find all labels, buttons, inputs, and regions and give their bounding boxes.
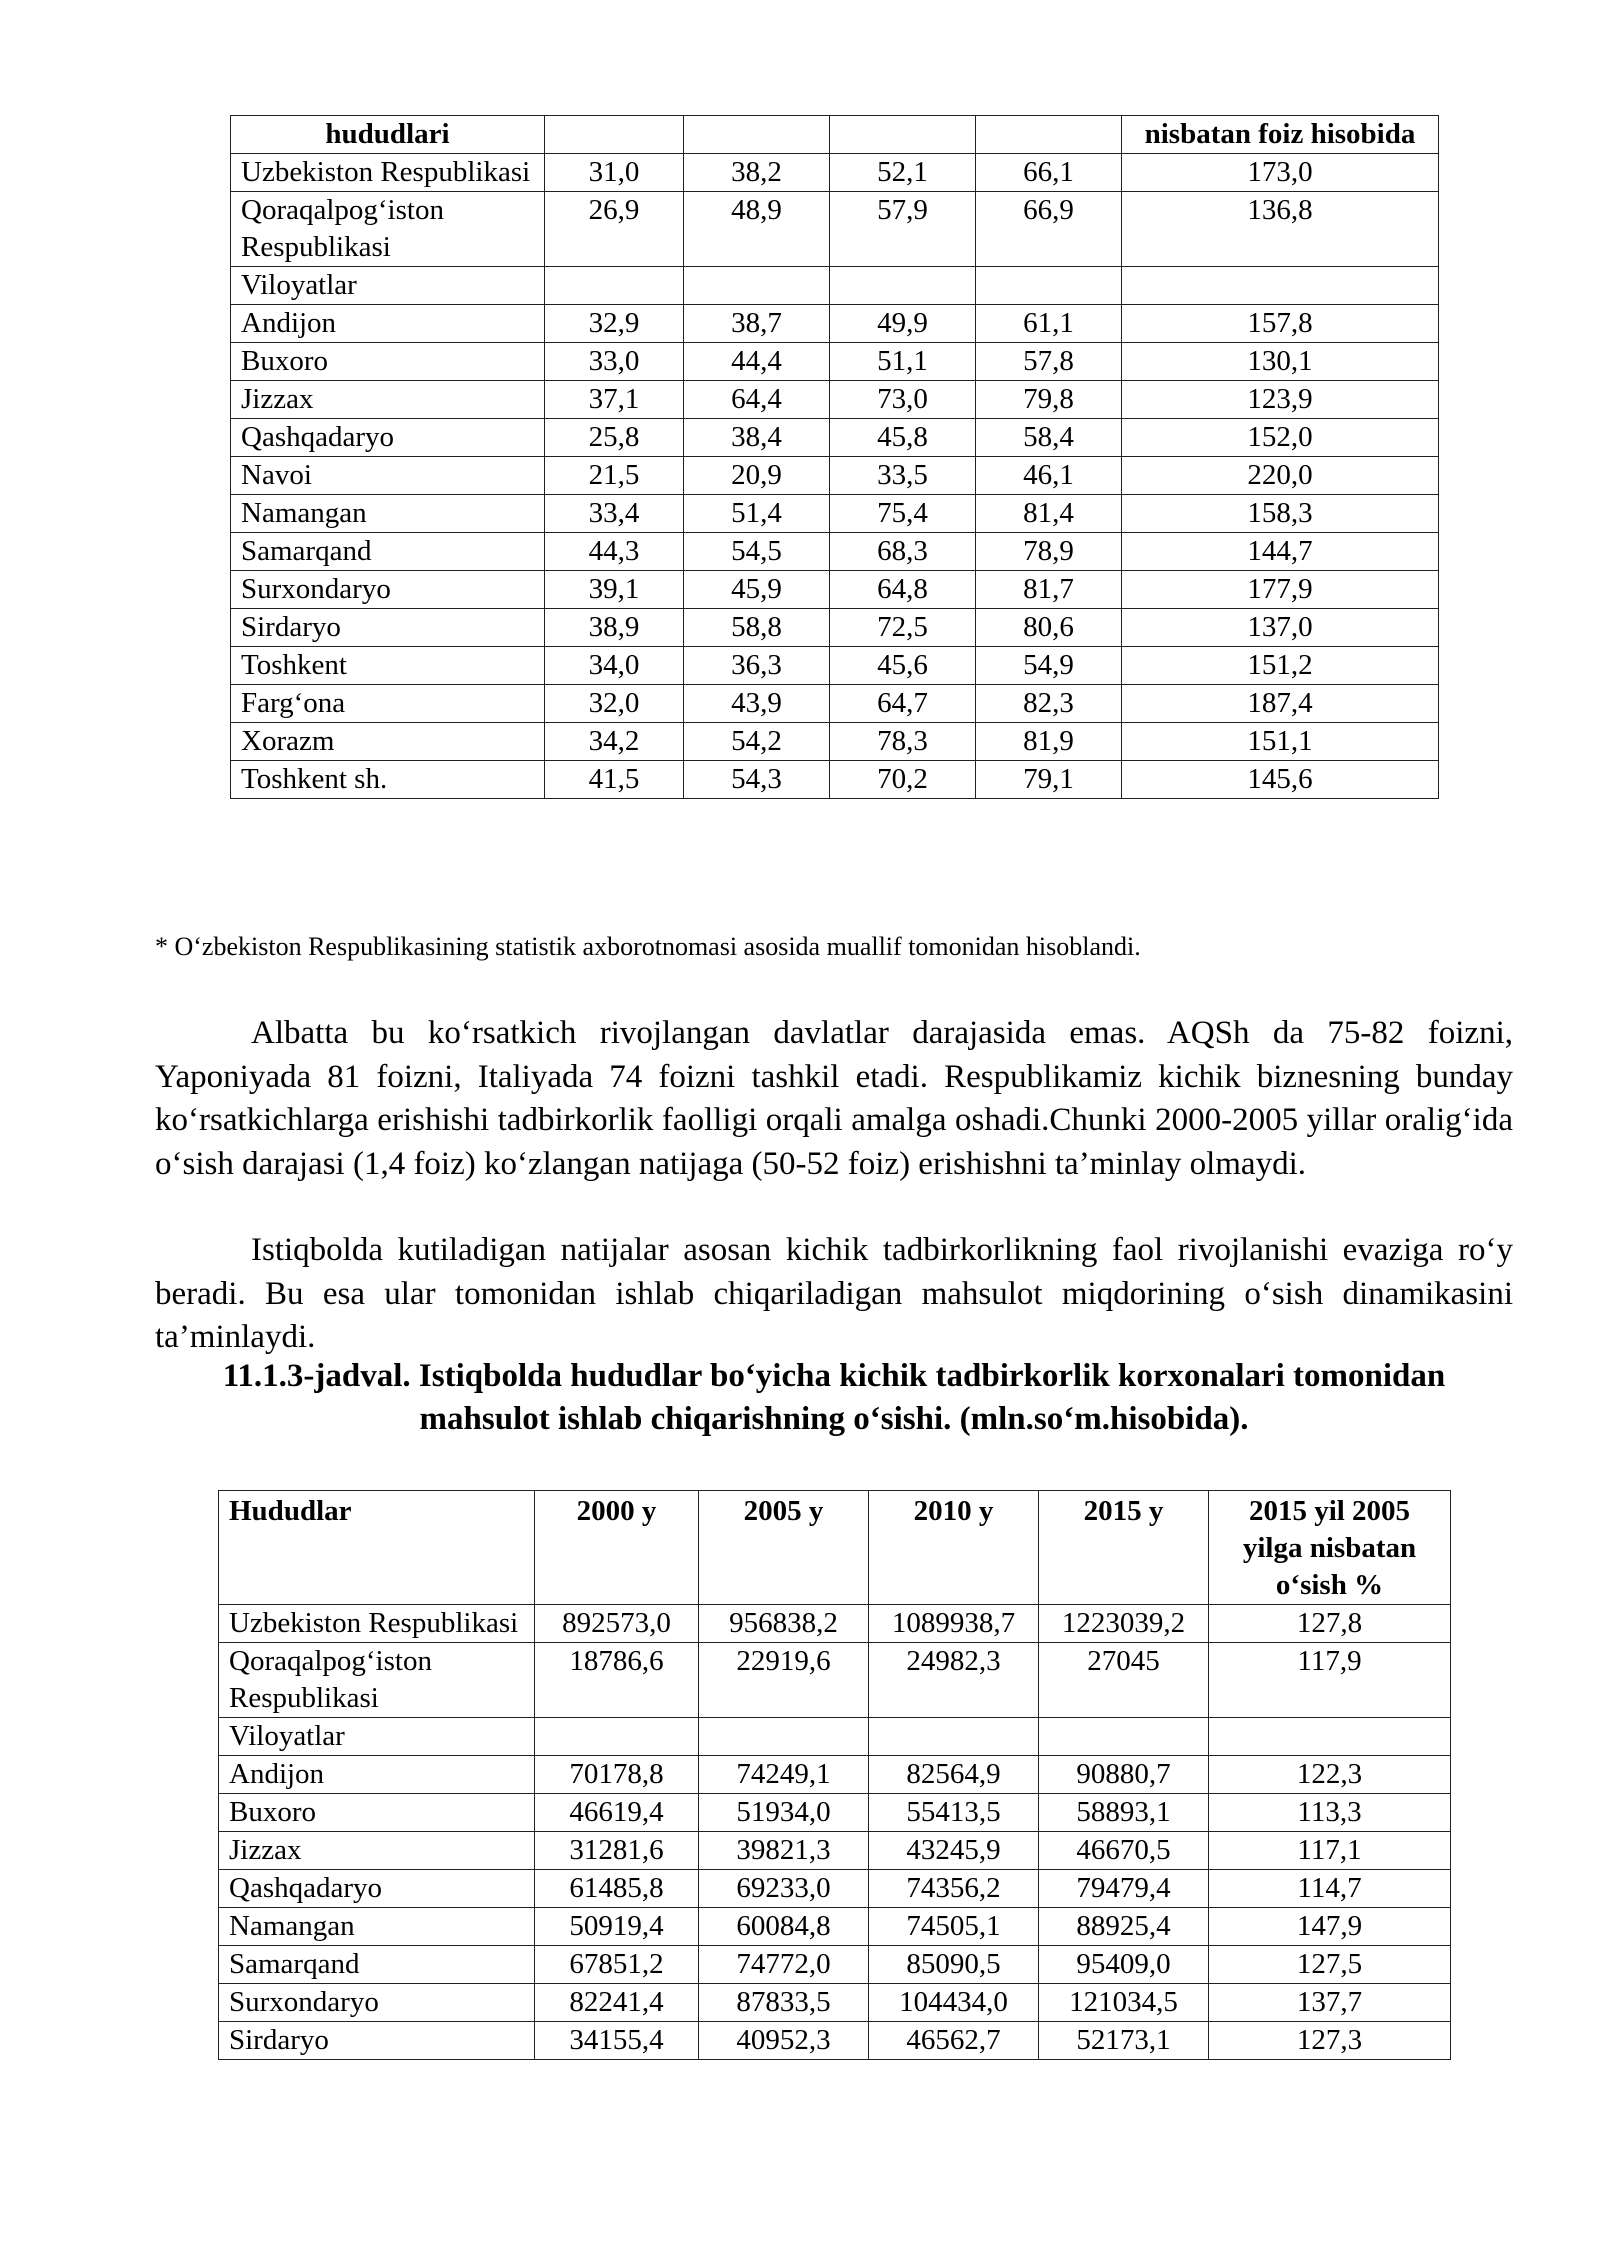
table1-value-cell: 44,4 xyxy=(684,343,830,381)
table2-header-cell: 2000 y xyxy=(535,1491,699,1605)
table1-region-cell: Viloyatlar xyxy=(231,267,545,305)
table2-value-cell: 956838,2 xyxy=(699,1605,869,1643)
table2-row xyxy=(219,1718,1451,1756)
table2-value-cell: 70178,8 xyxy=(535,1756,699,1794)
table1-header-row xyxy=(231,116,1439,154)
table2-value-cell: 121034,5 xyxy=(1039,1984,1209,2022)
table2-value-cell: 60084,8 xyxy=(699,1908,869,1946)
table2-value-cell: 39821,3 xyxy=(699,1832,869,1870)
table2-header-cell: Hududlar xyxy=(219,1491,535,1605)
table1-row xyxy=(231,381,1439,419)
table1-value-cell: 54,9 xyxy=(976,647,1122,685)
table1-value-cell: 34,0 xyxy=(545,647,684,685)
table2-region-cell: Jizzax xyxy=(219,1832,535,1870)
table2-header-row xyxy=(219,1491,1451,1605)
table1-value-cell: 57,8 xyxy=(976,343,1122,381)
table1-value-cell: 54,3 xyxy=(684,761,830,799)
table1-value-cell: 79,1 xyxy=(976,761,1122,799)
table2-value-cell: 85090,5 xyxy=(869,1946,1039,1984)
table1-value-cell: 41,5 xyxy=(545,761,684,799)
table1-value-cell: 39,1 xyxy=(545,571,684,609)
table1-value-cell: 152,0 xyxy=(1122,419,1439,457)
table1-value-cell xyxy=(830,267,976,305)
table1-row xyxy=(231,343,1439,381)
table2-value-cell: 117,1 xyxy=(1209,1832,1451,1870)
paragraph-comparison: Albatta bu ko‘rsatkich rivojlangan davlatlar darajasida emas. AQSh da 75-82 foizni, Yaponiyada 81 foizni, Italiyada 74 foizni tashkil etadi. Respublikamiz kichik biznesning bunday ko‘rsatkichlarga erishishi tadbirkorlik faolligi orqali amalga oshadi.Chunki 2000-2005 yillar oralig‘ida o‘sish darajasi (1,4 foiz) ko‘zlangan natijaga (50-52 foiz) erishishni ta’minlay olmaydi. xyxy=(155,1015,1513,1182)
table1-value-cell: 66,9 xyxy=(976,192,1122,267)
table2-region-cell: Namangan xyxy=(219,1908,535,1946)
table1-region-cell: Uzbekiston Respublikasi xyxy=(231,154,545,192)
table2-region-cell: Samarqand xyxy=(219,1946,535,1984)
table1-value-cell: 33,5 xyxy=(830,457,976,495)
table1-region-cell: Toshkent xyxy=(231,647,545,685)
table2-value-cell: 1089938,7 xyxy=(869,1605,1039,1643)
table2-value-cell: 51934,0 xyxy=(699,1794,869,1832)
table1-value-cell: 78,9 xyxy=(976,533,1122,571)
table2-value-cell: 122,3 xyxy=(1209,1756,1451,1794)
table2-value-cell: 127,5 xyxy=(1209,1946,1451,1984)
table1-header-cell xyxy=(830,116,976,154)
table2-row xyxy=(219,1605,1451,1643)
table1-value-cell: 66,1 xyxy=(976,154,1122,192)
table2-header-cell: 2005 y xyxy=(699,1491,869,1605)
paragraph-outlook: Istiqbolda kutiladigan natijalar asosan kichik tadbirkorlikning faol rivojlanishi evaziga ro‘y beradi. Bu esa ular tomonidan ishlab chiqariladigan mahsulot miqdorining o‘sish dinamikasini ta’minlaydi. xyxy=(155,1232,1513,1355)
table1-value-cell: 45,9 xyxy=(684,571,830,609)
table1-header-cell: hududlari xyxy=(231,116,545,154)
table1-value-cell: 75,4 xyxy=(830,495,976,533)
table1-value-cell: 20,9 xyxy=(684,457,830,495)
table2-value-cell: 74249,1 xyxy=(699,1756,869,1794)
table1-value-cell: 64,7 xyxy=(830,685,976,723)
table1-value-cell: 34,2 xyxy=(545,723,684,761)
table2-row xyxy=(219,1908,1451,1946)
table1-row xyxy=(231,647,1439,685)
table2-value-cell: 74356,2 xyxy=(869,1870,1039,1908)
table2-region-cell: Andijon xyxy=(219,1756,535,1794)
table1-row xyxy=(231,723,1439,761)
table2-value-cell: 114,7 xyxy=(1209,1870,1451,1908)
table1-value-cell: 38,9 xyxy=(545,609,684,647)
table1-region-cell: Sirdaryo xyxy=(231,609,545,647)
table2-row xyxy=(219,1643,1451,1718)
table2-value-cell: 58893,1 xyxy=(1039,1794,1209,1832)
table1-value-cell: 38,7 xyxy=(684,305,830,343)
table1-row xyxy=(231,154,1439,192)
table1-row xyxy=(231,192,1439,267)
table1-row xyxy=(231,267,1439,305)
table1-value-cell: 70,2 xyxy=(830,761,976,799)
table1-region-cell: Samarqand xyxy=(231,533,545,571)
table1-value-cell: 173,0 xyxy=(1122,154,1439,192)
regional-share-table xyxy=(230,115,1439,799)
table1-value-cell: 157,8 xyxy=(1122,305,1439,343)
table1-value-cell: 54,2 xyxy=(684,723,830,761)
table2-value-cell: 88925,4 xyxy=(1039,1908,1209,1946)
table1-value-cell: 80,6 xyxy=(976,609,1122,647)
table1-value-cell: 123,9 xyxy=(1122,381,1439,419)
table2-value-cell: 137,7 xyxy=(1209,1984,1451,2022)
table2-header-cell: 2015 yil 2005 yilga nisbatan o‘sish % xyxy=(1209,1491,1451,1605)
table2-value-cell xyxy=(535,1718,699,1756)
table1-value-cell: 51,1 xyxy=(830,343,976,381)
table1-value-cell: 61,1 xyxy=(976,305,1122,343)
table1-value-cell: 46,1 xyxy=(976,457,1122,495)
table1-value-cell: 73,0 xyxy=(830,381,976,419)
table1-value-cell: 130,1 xyxy=(1122,343,1439,381)
table2-value-cell: 117,9 xyxy=(1209,1643,1451,1718)
table1-region-cell: Navoi xyxy=(231,457,545,495)
table1-region-cell: Toshkent sh. xyxy=(231,761,545,799)
table1-value-cell: 72,5 xyxy=(830,609,976,647)
table2-value-cell: 69233,0 xyxy=(699,1870,869,1908)
table1-value-cell: 220,0 xyxy=(1122,457,1439,495)
production-growth-table-body xyxy=(219,1491,1451,2060)
table2-value-cell: 50919,4 xyxy=(535,1908,699,1946)
table2-region-cell: Viloyatlar xyxy=(219,1718,535,1756)
table1-value-cell: 49,9 xyxy=(830,305,976,343)
table1-row xyxy=(231,305,1439,343)
table1-row xyxy=(231,761,1439,799)
table1-value-cell: 33,4 xyxy=(545,495,684,533)
table1-value-cell: 44,3 xyxy=(545,533,684,571)
table2-region-cell: Surxondaryo xyxy=(219,1984,535,2022)
table1-header-cell xyxy=(684,116,830,154)
table1-value-cell: 52,1 xyxy=(830,154,976,192)
table1-value-cell: 25,8 xyxy=(545,419,684,457)
table1-value-cell xyxy=(1122,267,1439,305)
table1-value-cell: 33,0 xyxy=(545,343,684,381)
table2-region-cell: Qoraqalpog‘iston Respublikasi xyxy=(219,1643,535,1718)
table2-value-cell: 31281,6 xyxy=(535,1832,699,1870)
table2-value-cell: 46619,4 xyxy=(535,1794,699,1832)
table1-value-cell: 26,9 xyxy=(545,192,684,267)
table1-value-cell: 48,9 xyxy=(684,192,830,267)
table1-value-cell: 137,0 xyxy=(1122,609,1439,647)
table2-row xyxy=(219,1984,1451,2022)
table1-header-cell: nisbatan foiz hisobida xyxy=(1122,116,1439,154)
table1-value-cell: 151,2 xyxy=(1122,647,1439,685)
table2-region-cell: Qashqadaryo xyxy=(219,1870,535,1908)
table2-value-cell xyxy=(1039,1718,1209,1756)
table2-value-cell: 52173,1 xyxy=(1039,2022,1209,2060)
table2-value-cell: 27045 xyxy=(1039,1643,1209,1718)
table1-value-cell: 43,9 xyxy=(684,685,830,723)
table2-value-cell: 74772,0 xyxy=(699,1946,869,1984)
table2-value-cell: 79479,4 xyxy=(1039,1870,1209,1908)
table2-value-cell: 95409,0 xyxy=(1039,1946,1209,1984)
table2-header-cell: 2010 y xyxy=(869,1491,1039,1605)
table1-value-cell: 36,3 xyxy=(684,647,830,685)
table1-value-cell: 81,9 xyxy=(976,723,1122,761)
table1-value-cell: 58,4 xyxy=(976,419,1122,457)
table1-header-cell xyxy=(545,116,684,154)
table1-value-cell: 136,8 xyxy=(1122,192,1439,267)
table2-value-cell: 34155,4 xyxy=(535,2022,699,2060)
table1-value-cell: 45,6 xyxy=(830,647,976,685)
table1-value-cell: 54,5 xyxy=(684,533,830,571)
table1-row xyxy=(231,685,1439,723)
table1-region-cell: Farg‘ona xyxy=(231,685,545,723)
table2-value-cell: 46562,7 xyxy=(869,2022,1039,2060)
table1-row xyxy=(231,571,1439,609)
table1-row xyxy=(231,419,1439,457)
table2-region-cell: Uzbekiston Respublikasi xyxy=(219,1605,535,1643)
table2-value-cell: 43245,9 xyxy=(869,1832,1039,1870)
table2-row xyxy=(219,1870,1451,1908)
table2-value-cell: 127,8 xyxy=(1209,1605,1451,1643)
table2-region-cell: Sirdaryo xyxy=(219,2022,535,2060)
table2-value-cell: 74505,1 xyxy=(869,1908,1039,1946)
table1-region-cell: Andijon xyxy=(231,305,545,343)
table1-value-cell: 37,1 xyxy=(545,381,684,419)
table2-value-cell xyxy=(1209,1718,1451,1756)
table2-value-cell: 40952,3 xyxy=(699,2022,869,2060)
table1-value-cell: 78,3 xyxy=(830,723,976,761)
table2-region-cell: Buxoro xyxy=(219,1794,535,1832)
table2-value-cell: 55413,5 xyxy=(869,1794,1039,1832)
table1-value-cell: 79,8 xyxy=(976,381,1122,419)
table1-value-cell: 82,3 xyxy=(976,685,1122,723)
table1-value-cell xyxy=(684,267,830,305)
table2-value-cell xyxy=(699,1718,869,1756)
table2-value-cell: 82241,4 xyxy=(535,1984,699,2022)
production-growth-table xyxy=(218,1490,1451,2060)
table2-value-cell: 113,3 xyxy=(1209,1794,1451,1832)
table1-region-cell: Namangan xyxy=(231,495,545,533)
table1-row xyxy=(231,533,1439,571)
table1-value-cell: 31,0 xyxy=(545,154,684,192)
table1-row xyxy=(231,609,1439,647)
table-footnote: * O‘zbekiston Respublikasining statistik axborotnomasi asosida muallif tomonidan hisoblandi. xyxy=(155,932,1141,961)
table2-row xyxy=(219,1832,1451,1870)
table1-value-cell: 45,8 xyxy=(830,419,976,457)
table1-region-cell: Xorazm xyxy=(231,723,545,761)
table2-value-cell: 127,3 xyxy=(1209,2022,1451,2060)
table1-value-cell: 68,3 xyxy=(830,533,976,571)
table1-value-cell: 38,4 xyxy=(684,419,830,457)
table-caption: 11.1.3-jadval. Istiqbolda hududlar bo‘yicha kichik tadbirkorlik korxonalari tomonidan mahsulot ishlab chiqarishning o‘sishi. (mln.so‘m.hisobida). xyxy=(222,1358,1446,1437)
table1-region-cell: Qoraqalpog‘iston Respublikasi xyxy=(231,192,545,267)
table1-value-cell: 187,4 xyxy=(1122,685,1439,723)
regional-share-table-body xyxy=(231,116,1439,799)
table2-value-cell: 82564,9 xyxy=(869,1756,1039,1794)
table1-value-cell: 145,6 xyxy=(1122,761,1439,799)
table1-value-cell: 64,4 xyxy=(684,381,830,419)
table2-value-cell: 24982,3 xyxy=(869,1643,1039,1718)
table1-value-cell: 64,8 xyxy=(830,571,976,609)
table2-value-cell xyxy=(869,1718,1039,1756)
table2-row xyxy=(219,1756,1451,1794)
table2-value-cell: 18786,6 xyxy=(535,1643,699,1718)
table2-value-cell: 61485,8 xyxy=(535,1870,699,1908)
table1-value-cell: 38,2 xyxy=(684,154,830,192)
table2-row xyxy=(219,2022,1451,2060)
table1-row xyxy=(231,457,1439,495)
table1-value-cell: 51,4 xyxy=(684,495,830,533)
table2-row xyxy=(219,1794,1451,1832)
table2-value-cell: 46670,5 xyxy=(1039,1832,1209,1870)
table1-value-cell: 158,3 xyxy=(1122,495,1439,533)
table1-value-cell xyxy=(545,267,684,305)
table1-region-cell: Qashqadaryo xyxy=(231,419,545,457)
table1-value-cell: 58,8 xyxy=(684,609,830,647)
table1-value-cell xyxy=(976,267,1122,305)
table1-region-cell: Buxoro xyxy=(231,343,545,381)
table2-value-cell: 892573,0 xyxy=(535,1605,699,1643)
table1-value-cell: 81,7 xyxy=(976,571,1122,609)
table2-value-cell: 147,9 xyxy=(1209,1908,1451,1946)
table1-region-cell: Jizzax xyxy=(231,381,545,419)
table2-value-cell: 67851,2 xyxy=(535,1946,699,1984)
table1-value-cell: 32,0 xyxy=(545,685,684,723)
table2-value-cell: 22919,6 xyxy=(699,1643,869,1718)
table1-row xyxy=(231,495,1439,533)
table1-value-cell: 57,9 xyxy=(830,192,976,267)
table2-row xyxy=(219,1946,1451,1984)
table1-value-cell: 21,5 xyxy=(545,457,684,495)
table1-value-cell: 177,9 xyxy=(1122,571,1439,609)
table1-region-cell: Surxondaryo xyxy=(231,571,545,609)
table2-value-cell: 104434,0 xyxy=(869,1984,1039,2022)
table1-header-cell xyxy=(976,116,1122,154)
table1-value-cell: 81,4 xyxy=(976,495,1122,533)
table2-value-cell: 1223039,2 xyxy=(1039,1605,1209,1643)
table2-value-cell: 87833,5 xyxy=(699,1984,869,2022)
table1-value-cell: 144,7 xyxy=(1122,533,1439,571)
table1-value-cell: 32,9 xyxy=(545,305,684,343)
table2-value-cell: 90880,7 xyxy=(1039,1756,1209,1794)
table2-header-cell: 2015 y xyxy=(1039,1491,1209,1605)
table1-value-cell: 151,1 xyxy=(1122,723,1439,761)
